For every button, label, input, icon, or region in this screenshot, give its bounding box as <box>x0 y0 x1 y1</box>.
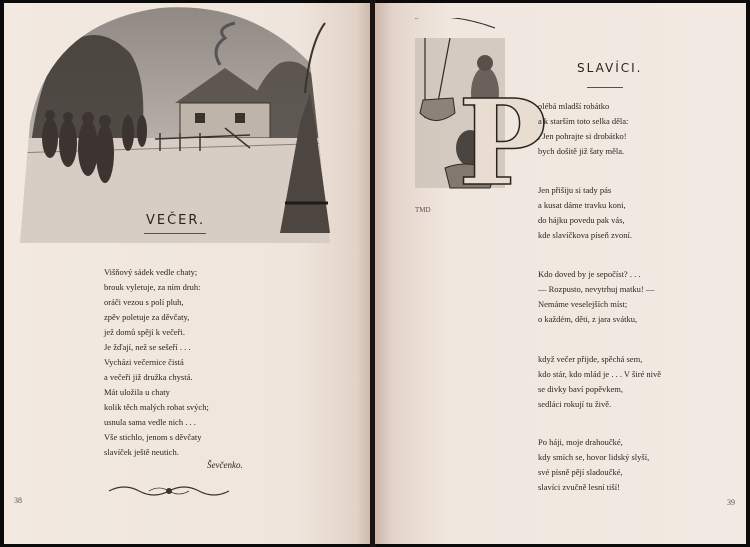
poem-line: olébá mladší robátko <box>538 101 610 111</box>
poem-line: Jen přišiju si tady pás <box>538 185 612 195</box>
poem-line: kdo stár, kdo mlád je . . . V širé nivě <box>538 369 662 379</box>
poem-line: Vše stichlo, jenom s děvčaty <box>104 432 202 442</box>
poem-line: sedláci rokují tu živě. <box>538 399 612 409</box>
author-signature: Ševčenko. <box>207 460 243 470</box>
poem-line: do hájku povedu pak vás, <box>538 215 625 225</box>
poem-line: Po háji, moje drahoučké, <box>538 437 623 447</box>
poem-line: Je žďají, než se sešeří . . . <box>104 342 191 352</box>
poem-line: a k starším toto selka děla: <box>538 116 629 126</box>
poem-line: zpěv poletuje za děvčaty, <box>104 312 190 322</box>
poem-line: slavíci zvučně lesní tiší! <box>538 482 620 492</box>
poem-line: slavíček ještě neutich. <box>104 447 179 457</box>
stanza <box>538 99 628 159</box>
right-page <box>375 3 746 544</box>
poem-title: VEČER. <box>146 213 206 228</box>
poem-line: , Jen pohrajte si drobátko! <box>538 131 627 141</box>
decorative-initial: P <box>458 73 547 212</box>
page-number-right: 39 <box>727 498 735 507</box>
poem-line: kde slavíčkova píseň zvoní. <box>538 230 632 240</box>
poem-line: Kdo doved by je sepočíst? . . . <box>538 269 641 279</box>
poem-line: Vycházi večernice čistá <box>104 357 184 367</box>
poem-line: Mát uložila u chaty <box>104 387 170 397</box>
title-underline <box>587 87 623 88</box>
poem-line: usnula sama vedle nich . . . <box>104 417 196 427</box>
poem-title: SLAVÍCI. <box>577 61 643 75</box>
poem-line: oráči vezou s polí pluh, <box>104 297 184 307</box>
stanza <box>538 352 661 412</box>
poem-line: když večer přijde, spěchá sem, <box>538 354 643 364</box>
poem-line: Višňový sádek vedle chaty; <box>104 267 198 277</box>
poem-line: brouk vyletuje, za ním druh: <box>104 282 201 292</box>
stanza <box>538 267 654 327</box>
title-underline <box>144 233 206 234</box>
poem-line: a kusat dáme travku koni, <box>538 200 626 210</box>
stanza <box>538 435 649 495</box>
poem-line: se divky baví popěvkem, <box>538 384 623 394</box>
poem-line: o každém, děti, z jara svátku, <box>538 314 638 324</box>
left-page <box>4 3 371 544</box>
poem-line: kdy smích se, hovor lidský slyší, <box>538 452 650 462</box>
poem-line: bych došitě již šaty měla. <box>538 146 625 156</box>
poem-line: a večeři již družka chystá. <box>104 372 193 382</box>
page-number-left: 38 <box>14 496 22 505</box>
poem-line: kolik těch malých robat svých; <box>104 402 209 412</box>
poem-body <box>104 265 209 460</box>
poem-line: své písně pějí sladoučké, <box>538 467 623 477</box>
stanza <box>538 183 632 243</box>
poem-line: jež domů spějí k večeři. <box>104 327 185 337</box>
poem-line: Nemáme veselejších míst; <box>538 299 628 309</box>
ornament-divider <box>104 481 234 501</box>
poem-line: — Rozpusto, nevytrhuj matku! — <box>538 284 655 294</box>
illustration-mark: TMD <box>415 206 431 214</box>
